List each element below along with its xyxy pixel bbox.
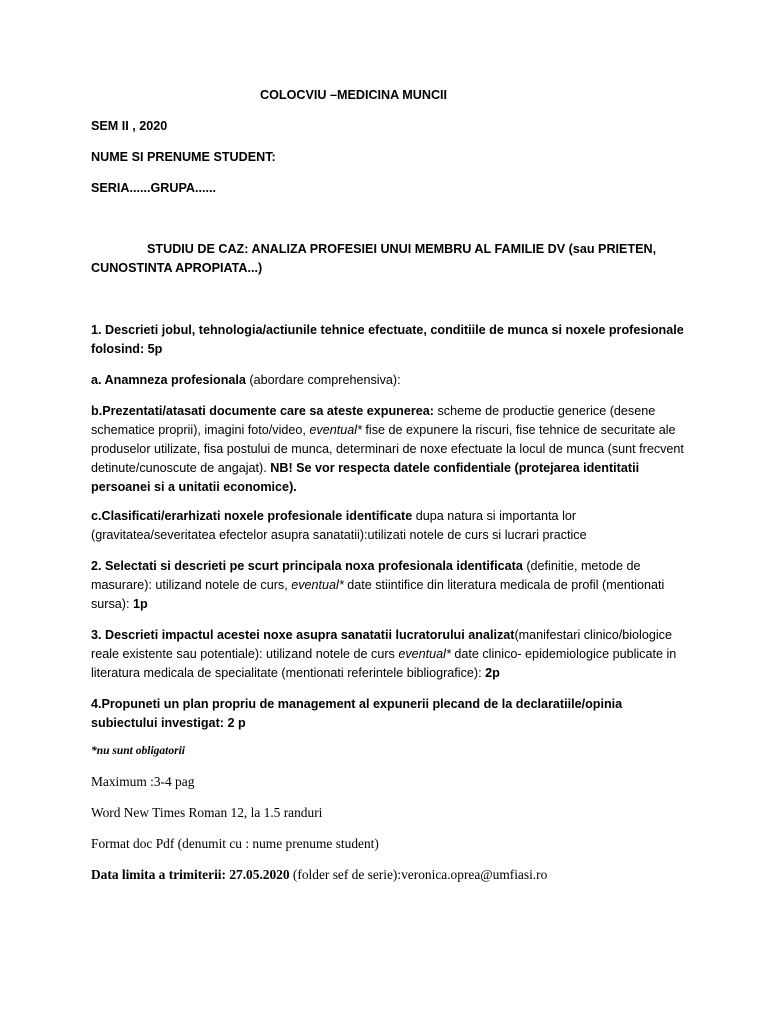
question-3 [91, 626, 691, 683]
question-2-text: (definitie, metode de masurare): utilizand notele de curs, [91, 559, 641, 592]
question-1c-text: dupa natura si importanta lor (gravitatea/severitatea efectelor asupra sanatatii):utilizati notele de curs si lucrari practice [91, 509, 587, 542]
question-1b-text-continued: fise de expunere la riscuri, fise tehnice de securitate ale produselor utilizate, fisa postului de munca, determinari de noxe efectuate la locul de munca (sunt frecvent detinute/cunoscute de angajat). [91, 423, 684, 475]
series-group-line: SERIA......GRUPA...... [91, 181, 217, 195]
student-name-line: NUME SI PRENUME STUDENT: [91, 150, 276, 164]
footnote: *nu sunt obligatorii [91, 745, 185, 757]
question-1a-text: (abordare comprehensiva): [245, 373, 401, 387]
question-1a-label: a. Anamneza profesionala [91, 373, 246, 387]
deadline-details: (folder sef de serie):veronica.oprea@umfiasi.ro [289, 867, 548, 882]
question-3-label: 3. Descrieti impactul acestei noxe asupra sanatatii lucratorului analizat [91, 628, 515, 642]
question-1b-label: b.Prezentati/atasati documente care sa ateste expunerea: [91, 404, 434, 418]
deadline-line [91, 865, 691, 884]
eventual-marker: eventual* [398, 647, 451, 661]
deadline-label: Data limita a trimiterii: 27.05.2020 [91, 867, 290, 882]
question-3-text-continued: date clinico- epidemiologice publicate in literatura medicala de specialitate (mentionati referintele bibliografice): [91, 647, 677, 680]
question-1b-text: scheme de productie generice (desene schematice proprii), imagini foto/video, [91, 404, 656, 437]
confidentiality-note: NB! Se vor respecta datele confidentiale (protejarea identitatii persoanei si a unitatii economice). [91, 461, 640, 494]
eventual-marker: eventual* [309, 423, 362, 437]
question-2 [91, 557, 691, 614]
font-requirement-line: Word New Times Roman 12, la 1.5 randuri [91, 805, 323, 820]
question-1a [91, 371, 691, 390]
question-1: 1. Descrieti jobul, tehnologia/actiunile tehnice efectuate, conditiile de munca si noxele profesionale folosind: 5p [91, 323, 684, 356]
question-2-points: 1p [133, 597, 148, 611]
question-1c [91, 507, 691, 545]
question-2-label: 2. Selectati si descrieti pe scurt principala noxa profesionala identificata [91, 559, 523, 573]
question-1c-label: c.Clasificati/erarhizati noxele profesionale identificate [91, 509, 413, 523]
max-pages-line: Maximum :3-4 pag [91, 774, 195, 789]
question-3-text: (manifestari clinico/biologice reale existente sau potentiale): utilizand notele de curs [91, 628, 672, 661]
document-title: COLOCVIU –MEDICINA MUNCII [260, 88, 448, 102]
semester-line: SEM II , 2020 [91, 119, 168, 133]
format-line: Format doc Pdf (denumit cu : nume prenume student) [91, 836, 379, 851]
question-2-text-continued: date stiintifice din literatura medicala de profil (mentionati sursa): [91, 578, 665, 611]
case-study-heading: STUDIU DE CAZ: ANALIZA PROFESIEI UNUI MEMBRU AL FAMILIE DV (sau PRIETEN, CUNOSTINTA APROPIATA...) [91, 242, 657, 275]
question-3-points: 2p [485, 666, 500, 680]
question-1b [91, 402, 691, 497]
eventual-marker: eventual* [291, 578, 344, 592]
question-4: 4.Propuneti un plan propriu de management al expunerii plecand de la declaratiile/opinia subiectului investigat: 2 p [91, 697, 623, 730]
